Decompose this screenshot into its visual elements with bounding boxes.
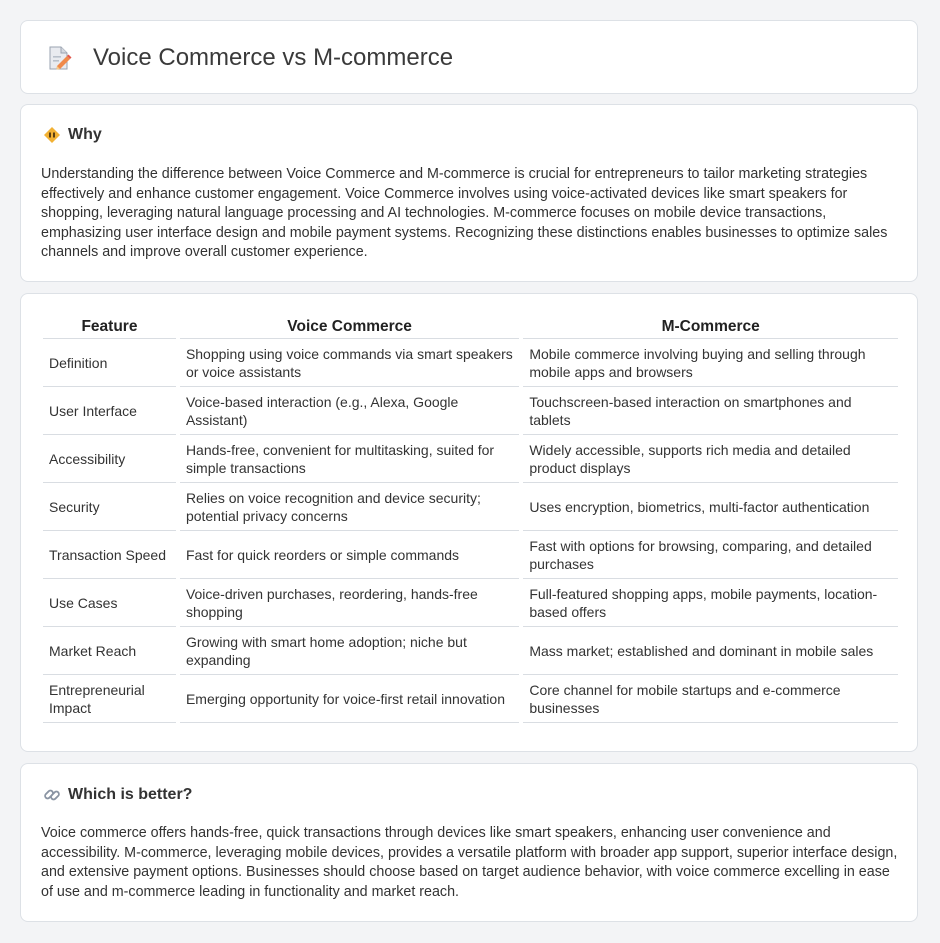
- link-icon: [43, 786, 61, 804]
- comparison-table: [43, 316, 898, 723]
- row-voice: Fast for quick reorders or simple commands: [180, 531, 519, 579]
- document-pencil-icon: [45, 44, 73, 72]
- row-feature: User Interface: [43, 387, 176, 435]
- row-m: Touchscreen-based interaction on smartphones and tablets: [523, 387, 898, 435]
- row-voice: Voice-based interaction (e.g., Alexa, Google Assistant): [180, 387, 519, 435]
- row-m: Fast with options for browsing, comparing, and detailed purchases: [523, 531, 898, 579]
- row-voice: Relies on voice recognition and device security; potential privacy concerns: [180, 483, 519, 531]
- why-text: Understanding the difference between Voice Commerce and M-commerce is crucial for entrepreneurs to tailor marketing strategies effectively and enhance customer engagement. Voice Commerce involves using voice-activated devices like smart speakers for shopping, leveraging natural language processing and AI technologies. M-commerce focuses on mobile device transactions, emphasizing user interface design and mobile payment systems. Recognizing these distinctions enables businesses to optimize sales channels and improve overall customer experience.: [41, 166, 888, 260]
- row-feature: Entrepreneurial Impact: [43, 675, 176, 723]
- table-row: [43, 339, 898, 387]
- row-voice: Voice-driven purchases, reordering, hands-free shopping: [180, 579, 519, 627]
- why-section: [20, 104, 918, 282]
- page-title: Voice Commerce vs M-commerce: [93, 44, 454, 71]
- header-voice-commerce: Voice Commerce: [180, 316, 519, 339]
- table-header-row: [43, 316, 898, 339]
- row-feature: Market Reach: [43, 627, 176, 675]
- header-m-commerce: M-Commerce: [523, 316, 898, 339]
- title-card: [20, 20, 918, 94]
- row-feature: Definition: [43, 339, 176, 387]
- row-m: Uses encryption, biometrics, multi-factor authentication: [523, 483, 898, 531]
- better-text: Voice commerce offers hands-free, quick transactions through devices like smart speakers, enhancing user convenience and accessibility. M-commerce, leveraging mobile devices, provides a versatile platform with broader app support, superior interface design, and extensive payment options. Businesses should choose based on target audience behavior, with voice commerce excelling in ease of use and m-commerce leading in functionality and market reach.: [41, 825, 898, 900]
- table-row: [43, 579, 898, 627]
- diamond-sign-icon: [43, 126, 61, 144]
- row-m: Widely accessible, supports rich media and detailed product displays: [523, 435, 898, 483]
- header-feature: Feature: [43, 316, 176, 339]
- table-row: [43, 387, 898, 435]
- row-feature: Accessibility: [43, 435, 176, 483]
- row-m: Mobile commerce involving buying and selling through mobile apps and browsers: [523, 339, 898, 387]
- table-row: [43, 675, 898, 723]
- row-voice: Emerging opportunity for voice-first retail innovation: [180, 675, 519, 723]
- why-heading-row: [43, 126, 102, 144]
- better-heading-row: [43, 786, 192, 804]
- row-feature: Transaction Speed: [43, 531, 176, 579]
- row-m: Mass market; established and dominant in mobile sales: [523, 627, 898, 675]
- comparison-section: [20, 293, 918, 752]
- table-row: [43, 531, 898, 579]
- row-feature: Use Cases: [43, 579, 176, 627]
- row-m: Full-featured shopping apps, mobile payments, location-based offers: [523, 579, 898, 627]
- row-feature: Security: [43, 483, 176, 531]
- table-row: [43, 483, 898, 531]
- why-heading: Why: [68, 126, 102, 143]
- better-heading: Which is better?: [68, 786, 193, 803]
- row-voice: Growing with smart home adoption; niche but expanding: [180, 627, 519, 675]
- row-m: Core channel for mobile startups and e-commerce businesses: [523, 675, 898, 723]
- row-voice: Hands-free, convenient for multitasking, suited for simple transactions: [180, 435, 519, 483]
- which-is-better-section: [20, 763, 918, 922]
- row-voice: Shopping using voice commands via smart speakers or voice assistants: [180, 339, 519, 387]
- table-row: [43, 435, 898, 483]
- table-row: [43, 627, 898, 675]
